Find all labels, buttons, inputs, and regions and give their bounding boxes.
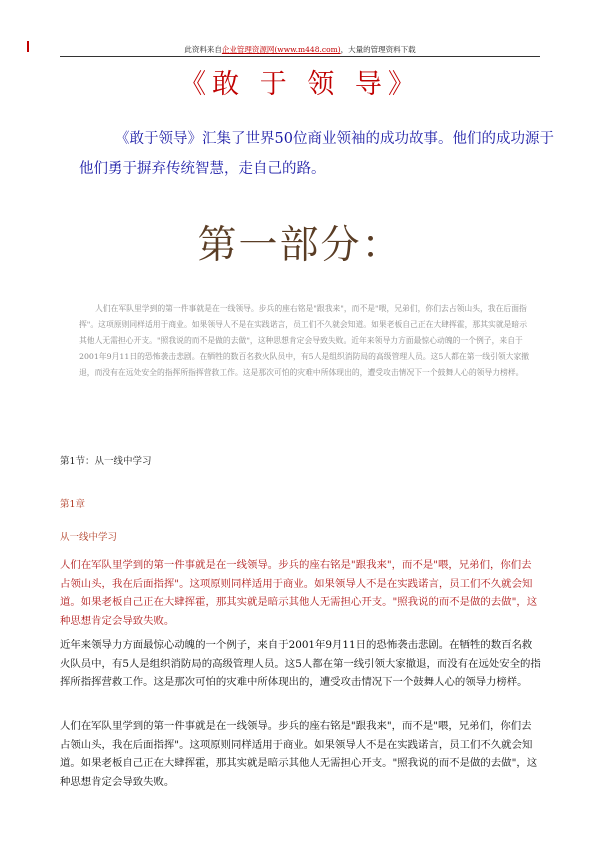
chapter-subtitle: 从一线中学习	[60, 532, 118, 543]
page-header	[60, 44, 540, 55]
intro-paragraph: 《敢于领导》汇集了世界50位商业领袖的成功故事。他们的成功源于他们勇于摒弃传统智慧，走自己的路。	[79, 131, 554, 177]
header-suffix: ，大量的管理资料下载	[340, 45, 416, 54]
document-title: 《敢 于 领 导》	[179, 69, 421, 100]
body-paragraph: 近年来领导力方面最惊心动魄的一个例子，来自于2001年9月11日的恐怖袭击悲剧。在牺牲的数百名救火队员中，有5人是组织消防局的高级管理人员。这5人都在第一线引领大家撤退，而没有在远处安全的指挥所指挥营救工作。这是那次可怕的灾难中所体现出的，遭受攻击情况下一个鼓舞人心的领导力榜样。	[60, 639, 541, 688]
body-paragraph-highlighted: 人们在军队里学到的第一件事就是在一线领导。步兵的座右铭是"跟我来"，而不是"喂，兄弟们，你们去占领山头，我在后面指挥"。这项原则同样适用于商业。如果领导人不是在实践诺言，员工们不久就会知道。如果老板自己正在大肆挥霍，那其实就是暗示其他人无需担心开支。"照我说的而不是做的去做"，这种思想肯定会导致失败。	[60, 559, 538, 627]
margin-mark	[27, 41, 29, 52]
section-title: 第1节：从一线中学习	[60, 456, 152, 467]
part-heading: 第一部分：	[197, 223, 403, 268]
header-rule	[60, 56, 540, 57]
header-link[interactable]: 企业管理资源网(www.m448.com)	[221, 45, 341, 54]
body-paragraph: 人们在军队里学到的第一件事就是在一线领导。步兵的座右铭是"跟我来"，而不是"喂，兄弟们，你们去占领山头，我在后面指挥"。这项原则同样适用于商业。如果领导人不是在实践诺言，员工们不久就会知道。如果老板自己正在大肆挥霍，那其实就是暗示其他人无需担心开支。"照我说的而不是做的去做"，这种思想肯定会导致失败。	[60, 720, 538, 788]
faded-paragraph: 人们在军队里学到的第一件事就是在一线领导。步兵的座右铭是"跟我来"，而不是"喂，兄弟们，你们去占领山头，我在后面指挥"。这项原则同样适用于商业。如果领导人不是在实践诺言，员工们不久就会知道。如果老板自己正在大肆挥霍，那其实就是暗示其他人无需担心开支。"照我说的而不是做的去做"，这种思想肯定会导致失败。近年来领导力方面最惊心动魄的一个例子，来自于2001年9月11日的恐怖袭击悲剧。在牺牲的数百名救火队员中，有5人是组织消防局的高级管理人员。这5人都在第一线引领大家撤退，而没有在远处安全的指挥所指挥营救工作。这是那次可怕的灾难中所体现出的，遭受攻击情况下一个鼓舞人心的领导力榜样。	[79, 304, 530, 377]
header-prefix: 此资料来自	[184, 45, 222, 54]
chapter-heading: 第1章	[60, 499, 86, 510]
